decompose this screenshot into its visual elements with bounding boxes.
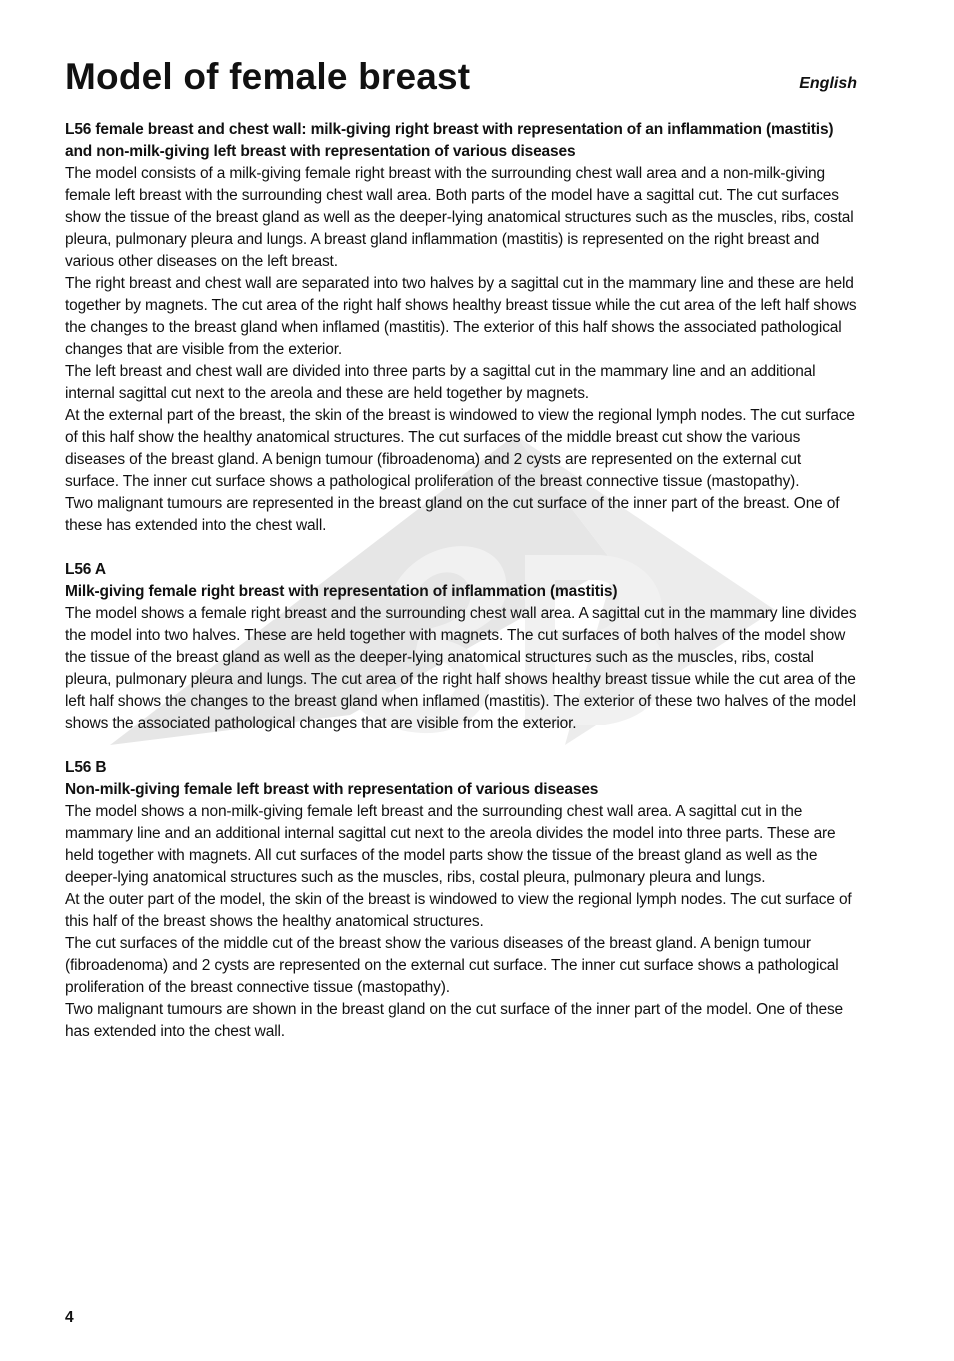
language-label: English (799, 75, 857, 92)
section-b-paragraph: Two malignant tumours are shown in the breast gland on the cut surface of the inner part of the model. One of these has extended into the chest wall. (65, 1001, 844, 1040)
intro-heading: L56 female breast and chest wall: milk-giving right breast with representation of an inflammation (mastitis) and non-milk-giving left breast with representation of various diseases (65, 121, 834, 160)
section-spacer (65, 735, 857, 757)
section-b-paragraph: The model shows a non-milk-giving female left breast and the surrounding chest wall area. A sagittal cut in the mammary line and an additional internal sagittal cut next to the areola divides the model into three parts. These are held together with magnets. All cut surfaces of the model parts show the tissue of the breast gland as well as the deeper-lying anatomical structures such as the muscles, ribs, costal pleura, pulmonary pleura and lungs. (65, 803, 836, 886)
section-b-code: L56 B (65, 759, 107, 776)
section-b-paragraph: At the outer part of the model, the skin of the breast is windowed to view the regional lymph nodes. The cut surface of this half of the breast shows the healthy anatomical structures. (65, 891, 852, 930)
section-a-code: L56 A (65, 561, 106, 578)
intro-paragraph: Two malignant tumours are represented in the breast gland on the cut surface of the inner part of the breast. One of these has extended into the chest wall. (65, 495, 840, 534)
section-a-subtitle: Milk-giving female right breast with representation of inflammation (mastitis) (65, 583, 618, 600)
section-b-subtitle: Non-milk-giving female left breast with representation of various diseases (65, 781, 599, 798)
page-number: 4 (65, 1309, 74, 1326)
intro-paragraph: The model consists of a milk-giving female right breast with the surrounding chest wall area and a non-milk-giving female left breast with the surrounding chest wall area. Both parts of the model have a sagittal cut. The cut surfaces show the tissue of the breast gland as well as the deeper-lying anatomical structures such as the muscles, ribs, costal pleura, pulmonary pleura and lungs. A breast gland inflammation (mastitis) is represented on the right breast and various other diseases on the left breast. (65, 165, 854, 270)
intro-paragraph: The left breast and chest wall are divided into three parts by a sagittal cut in the mammary line and an additional internal sagittal cut next to the areola and these are held together by magnets. (65, 363, 816, 402)
section-spacer (65, 537, 857, 559)
page-title: Model of female breast (65, 56, 471, 97)
intro-paragraph: At the external part of the breast, the skin of the breast is windowed to view the regional lymph nodes. The cut surface of this half show the healthy anatomical structures. The cut surfaces of the middle breast cut show the various diseases of the breast gland. A benign tumour (fibroadenoma) and 2 cysts are represented on the external cut surface. The inner cut surface shows a pathological proliferation of the breast connective tissue (mastopathy). (65, 407, 855, 490)
intro-paragraph: The right breast and chest wall are separated into two halves by a sagittal cut in the mammary line and these are held together by magnets. The cut area of the right half shows healthy breast tissue while the cut area of the left half shows the changes to the breast gland when inflamed (mastitis). The exterior of this half shows the associated pathological changes that are visible from the exterior. (65, 275, 857, 358)
section-a-paragraph: The model shows a female right breast and the surrounding chest wall area. A sagittal cut in the mammary line divides the model into two halves. These are held together with magnets. The cut surfaces of both halves of the model show the tissue of the breast gland as well as the deeper-lying anatomical structures such as the muscles, ribs, costal pleura, pulmonary pleura and lungs. The cut area of the right half shows healthy breast tissue while the cut area of the left half shows the changes to the breast gland when inflamed (mastitis). The exterior of these two halves of the model shows the associated pathological changes that are visible from the exterior. (65, 605, 857, 732)
section-b-paragraph: The cut surfaces of the middle cut of the breast show the various diseases of the breast gland. A benign tumour (fibroadenoma) and 2 cysts are represented on the external cut surface. The inner cut surface shows a pathological proliferation of the breast connective tissue (mastopathy). (65, 935, 839, 996)
document-body (65, 119, 857, 1043)
